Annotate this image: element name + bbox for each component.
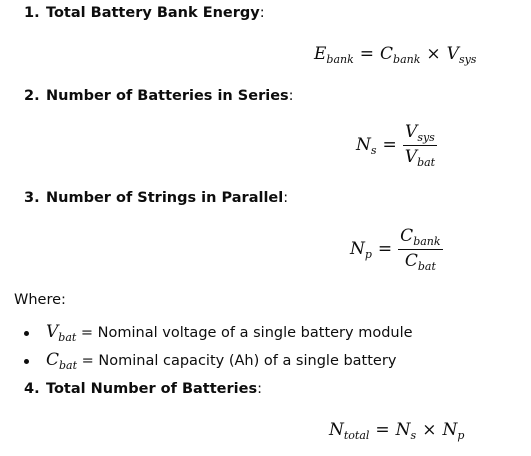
n-total-a-sub: s	[410, 429, 417, 442]
e-bank-equals: =	[359, 44, 375, 64]
n-s-fraction	[403, 122, 437, 169]
section-4-colon: :	[257, 381, 262, 397]
n-s-equals: =	[382, 135, 397, 155]
formula-e-bank	[314, 44, 476, 66]
n-p-den-sub: bat	[417, 260, 436, 273]
n-p-den: C	[404, 251, 418, 271]
n-total-b: N	[442, 420, 458, 440]
c-bat-symbol	[46, 350, 77, 370]
section-3-heading	[46, 190, 288, 206]
c-bat-sym: C	[46, 350, 60, 370]
formula-n-p	[350, 226, 443, 273]
n-s-den-sub: bat	[417, 156, 436, 169]
n-p-fraction-bar	[398, 249, 442, 250]
section-4-heading	[46, 381, 262, 397]
section-4-title: Total Number of Batteries	[46, 381, 258, 397]
n-p-lhs: N	[350, 238, 365, 259]
c-bat-text: = Nominal capacity (Ah) of a single battery	[77, 353, 397, 369]
e-bank-a: C	[380, 44, 394, 64]
section-2-number: 2.	[24, 88, 40, 104]
section-3-number: 3.	[24, 190, 40, 206]
section-2-heading	[46, 88, 294, 104]
n-s-num-sub: sys	[417, 131, 435, 144]
section-2-colon: :	[288, 88, 294, 104]
e-bank-a-sub: bank	[393, 53, 421, 66]
n-s-num: V	[405, 122, 418, 142]
n-p-equals: =	[377, 239, 393, 259]
n-p-num-sub: bank	[413, 235, 441, 248]
n-s-den: V	[404, 147, 418, 167]
n-p-lhs-sub: p	[364, 247, 372, 261]
n-total-lhs: N	[329, 420, 344, 440]
section-2-title: Number of Batteries in Series	[46, 88, 289, 104]
n-total-lhs-sub: total	[343, 429, 370, 442]
section-1-number: 1.	[24, 5, 40, 21]
section-3-title: Number of Strings in Parallel	[46, 190, 284, 206]
e-bank-b-sub: sys	[458, 53, 477, 66]
n-total-b-sub: p	[457, 429, 465, 442]
n-p-fraction	[398, 226, 442, 273]
where-label: Where:	[14, 292, 66, 308]
section-1-heading	[46, 5, 265, 21]
c-bat-sub: bat	[59, 359, 78, 372]
section-1-colon: :	[259, 5, 265, 21]
n-s-lhs-sub: s	[370, 143, 377, 157]
e-bank-b: V	[446, 44, 459, 64]
definition-c-bat	[46, 350, 396, 372]
v-bat-text: = Nominal voltage of a single battery module	[76, 325, 413, 341]
v-bat-sym: V	[46, 322, 59, 342]
section-3-colon: :	[283, 190, 289, 206]
n-total-equals: =	[375, 420, 390, 440]
e-bank-lhs: E	[314, 44, 327, 64]
bullet-dot	[24, 359, 29, 364]
v-bat-sub: bat	[58, 331, 77, 344]
bullet-dot	[24, 331, 29, 336]
v-bat-symbol	[46, 322, 76, 342]
definition-v-bat	[46, 322, 413, 344]
section-1-title: Total Battery Bank Energy	[46, 5, 260, 21]
n-total-times: ×	[422, 420, 437, 440]
n-s-fraction-bar	[403, 145, 437, 146]
section-4-number: 4.	[24, 381, 40, 397]
n-p-num: C	[400, 226, 414, 246]
formula-n-s	[356, 122, 437, 169]
n-s-lhs: N	[356, 134, 371, 155]
e-bank-times: ×	[426, 44, 441, 64]
formula-n-total	[329, 420, 464, 442]
n-total-a: N	[395, 420, 411, 440]
e-bank-lhs-sub: bank	[326, 53, 354, 66]
